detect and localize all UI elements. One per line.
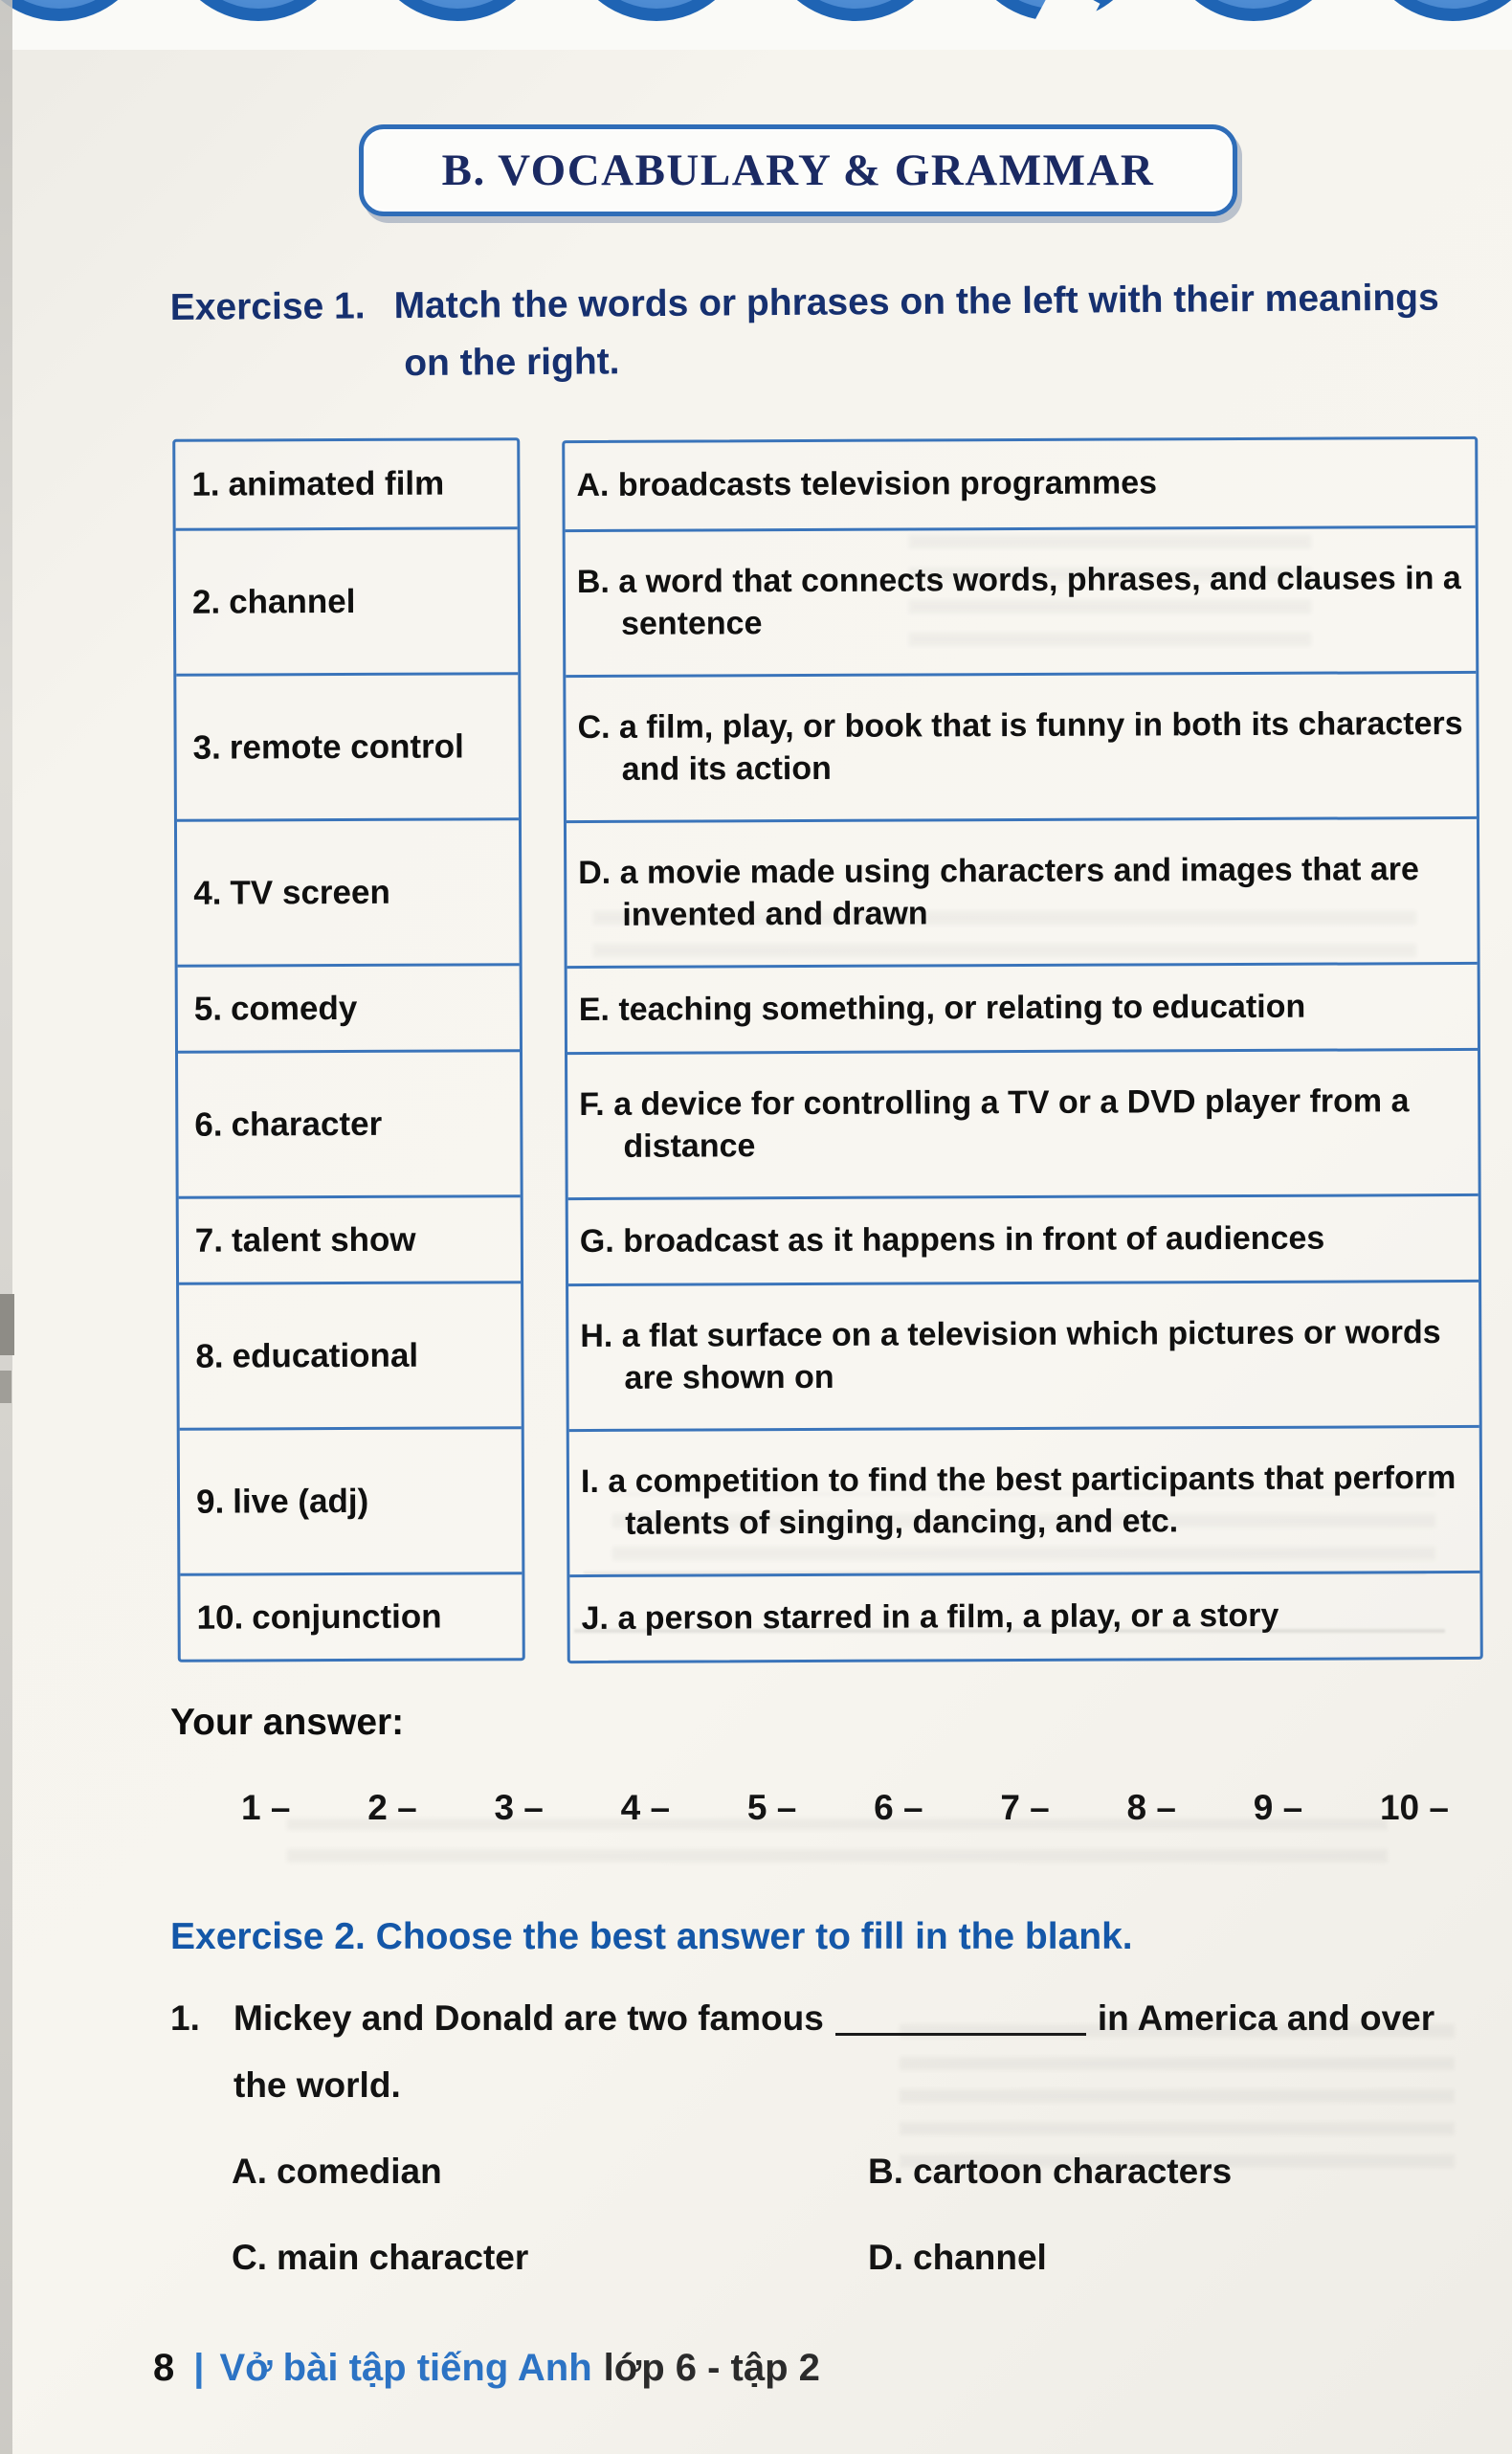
- answer-slot-8[interactable]: 8 –: [1126, 1788, 1176, 1827]
- option-label: D.: [868, 2238, 903, 2277]
- term-number: 1.: [191, 465, 220, 503]
- meaning-cell-I: [569, 1425, 1480, 1574]
- answer-slot-10[interactable]: 10 –: [1379, 1788, 1449, 1827]
- scan-edge: [0, 0, 12, 2454]
- scallop-circle-icon: [366, 0, 549, 21]
- term-cell-2: [176, 526, 519, 674]
- term-text: TV screen: [230, 873, 390, 912]
- meaning-text: a device for controlling a TV or a DVD player from a distance: [613, 1082, 1410, 1165]
- answer-slot-4[interactable]: 4 –: [620, 1788, 671, 1827]
- option-d: [868, 2238, 1481, 2278]
- fill-in-blank[interactable]: [835, 2010, 1086, 2036]
- term-number: 4.: [193, 874, 222, 912]
- scallop-circle-icon: [565, 0, 748, 21]
- term-cell-1: [175, 440, 517, 528]
- meaning-cell-G: [568, 1194, 1479, 1283]
- answer-slot-9[interactable]: 9 –: [1253, 1788, 1303, 1827]
- option-text: cartoon characters: [913, 2152, 1233, 2191]
- term-text: animated film: [228, 464, 445, 503]
- term-number: 8.: [195, 1337, 224, 1375]
- term-text: educational: [232, 1336, 419, 1375]
- meaning-text: a flat surface on a television which pictures or words are shown on: [621, 1314, 1441, 1396]
- meaning-letter: E.: [578, 991, 611, 1028]
- section-title: B. VOCABULARY & GRAMMAR: [441, 145, 1155, 195]
- meaning-text: a film, play, or book that is funny in both its characters and its action: [618, 704, 1463, 788]
- term-number: 7.: [194, 1221, 224, 1260]
- answer-slot-2[interactable]: 2 –: [367, 1788, 417, 1827]
- meaning-cell-B: [566, 525, 1477, 675]
- answer-slot-6[interactable]: 6 –: [874, 1788, 923, 1827]
- question-1: [170, 1998, 1472, 2106]
- answer-slots-row: [241, 1788, 1449, 1828]
- meaning-text: broadcast as it happens in front of audiences: [623, 1219, 1325, 1260]
- meaning-cell-E: [567, 962, 1478, 1052]
- meaning-cell-F: [567, 1048, 1479, 1197]
- term-cell-10: [180, 1572, 522, 1660]
- meaning-letter: F.: [579, 1085, 605, 1124]
- match-table-left: [172, 437, 525, 1662]
- book-title: Vở bài tập tiếng Anh: [219, 2347, 592, 2389]
- meaning-cell-D: [567, 816, 1478, 966]
- meaning-letter: C.: [577, 708, 611, 747]
- section-header: [359, 124, 1237, 216]
- meaning-text: a movie made using characters and images that are invented and drawn: [619, 851, 1419, 933]
- exercise1-instruction-line2: on the right.: [404, 341, 620, 385]
- term-cell-4: [177, 817, 520, 965]
- option-b: [868, 2152, 1481, 2192]
- meaning-letter: A.: [576, 467, 610, 504]
- scallop-circle-icon: [1162, 0, 1345, 21]
- term-cell-7: [179, 1194, 521, 1283]
- option-label: C.: [232, 2238, 267, 2277]
- page-number: 8: [153, 2347, 175, 2389]
- option-label: B.: [868, 2152, 903, 2191]
- term-text: remote control: [229, 726, 464, 767]
- exercise1-instruction-line1: Match the words or phrases on the left with their meanings: [393, 277, 1439, 327]
- term-number: 10.: [196, 1597, 244, 1637]
- question-number: 1.: [170, 1998, 200, 2038]
- term-text: live (adj): [233, 1482, 369, 1521]
- scallop-circle-icon: [1361, 0, 1512, 21]
- option-label: A.: [232, 2152, 267, 2191]
- term-number: 6.: [194, 1105, 223, 1144]
- meaning-text: a competition to find the best participants that perform talents of singing, dancing, and etc.: [608, 1460, 1456, 1542]
- meaning-cell-A: [565, 439, 1475, 529]
- exercise2-heading: Exercise 2. Choose the best answer to fill in the blank.: [170, 1916, 1133, 1957]
- exercise1-heading: [170, 277, 1482, 387]
- book-subtitle: lớp 6 - tập 2: [603, 2347, 820, 2389]
- meaning-text: teaching something, or relating to education: [618, 988, 1306, 1028]
- term-number: 3.: [192, 728, 221, 767]
- scallop-circle-icon: [0, 0, 151, 21]
- scan-edge-mark: [0, 1371, 11, 1403]
- option-text: comedian: [277, 2152, 442, 2191]
- scan-edge-mark: [0, 1294, 14, 1355]
- answer-slot-7[interactable]: 7 –: [1000, 1788, 1050, 1827]
- scallop-circles: [0, 0, 1512, 21]
- term-text: talent show: [231, 1220, 416, 1260]
- footer-separator: |: [193, 2347, 205, 2389]
- term-cell-8: [179, 1281, 522, 1428]
- exercise1-label: Exercise 1.: [169, 285, 366, 329]
- term-number: 2.: [191, 583, 221, 621]
- term-text: character: [231, 1104, 383, 1144]
- meaning-letter: I.: [580, 1462, 599, 1501]
- option-a: [232, 2152, 868, 2192]
- option-text: main character: [277, 2238, 529, 2277]
- term-number: 5.: [193, 990, 223, 1028]
- answer-slot-3[interactable]: 3 –: [494, 1788, 544, 1827]
- meaning-text: a person starred in a film, a play, or a story: [617, 1596, 1279, 1637]
- meaning-cell-H: [568, 1280, 1479, 1429]
- scallop-circle-icon: [764, 0, 947, 21]
- meaning-letter: J.: [581, 1599, 610, 1637]
- meaning-letter: B.: [576, 563, 610, 601]
- term-cell-6: [178, 1049, 521, 1196]
- meaning-letter: D.: [578, 854, 611, 892]
- scallop-circle-icon: [167, 0, 350, 21]
- term-cell-3: [176, 672, 519, 819]
- term-cell-9: [180, 1426, 523, 1573]
- term-text: channel: [229, 582, 356, 621]
- option-c: [232, 2238, 868, 2278]
- page-footer: [153, 2347, 820, 2390]
- meaning-letter: G.: [579, 1222, 614, 1260]
- answer-options: [232, 2152, 1481, 2278]
- term-text: conjunction: [252, 1597, 442, 1636]
- question-text-before-blank: Mickey and Donald are two famous: [233, 1998, 824, 2038]
- term-number: 9.: [195, 1483, 225, 1521]
- match-table-right: [562, 436, 1483, 1663]
- meaning-cell-J: [569, 1571, 1479, 1661]
- answer-slot-1[interactable]: 1 –: [241, 1788, 291, 1827]
- decorative-top-border: [0, 0, 1512, 50]
- meaning-letter: H.: [580, 1317, 613, 1355]
- term-text: comedy: [230, 989, 358, 1028]
- question-text-line2: the world.: [233, 2065, 401, 2105]
- meaning-cell-C: [566, 671, 1477, 820]
- meaning-text: broadcasts television programmes: [617, 464, 1158, 504]
- meaning-text: a word that connects words, phrases, and clauses in a sentence: [618, 559, 1461, 642]
- answer-slot-5[interactable]: 5 –: [746, 1788, 797, 1827]
- option-text: channel: [913, 2238, 1047, 2277]
- your-answer-label: Your answer:: [170, 1702, 405, 1743]
- term-cell-5: [178, 963, 520, 1051]
- question-text-after-blank: in America and over: [1097, 1998, 1435, 2038]
